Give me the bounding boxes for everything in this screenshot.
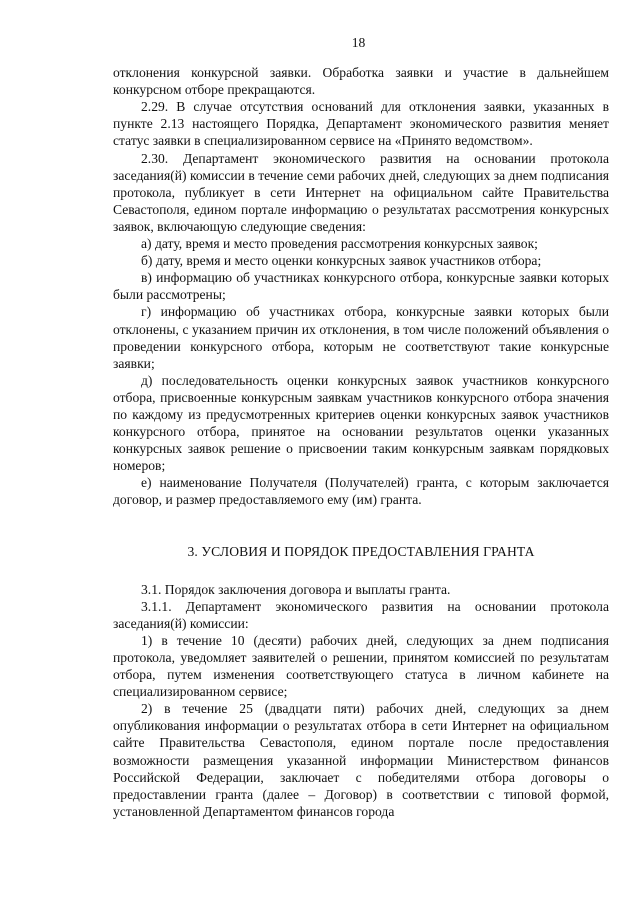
paragraph-3-1-1: 3.1.1. Департамент экономического развития на основании протокола заседания(й) комиссии:: [113, 598, 609, 631]
paragraph-2-29: 2.29. В случае отсутствия оснований для отклонения заявки, указанных в пункте 2.13 настоящего Порядка, Департамент экономического развития меняет статус заявки в специализированном сервисе на «Принято ведомством».: [113, 99, 609, 149]
list-item-b: б) дату, время и место оценки конкурсных заявок участников отбора;: [141, 253, 542, 269]
list-item-1: 1) в течение 10 (десяти) рабочих дней, следующих за днем подписания протокола, уведомляет заявителей о решении, принятом комиссией по результатам отбора, путем изменения соответствующего статуса в личном кабинете на специализированном сервисе;: [113, 632, 609, 700]
paragraph-3-1: 3.1. Порядок заключения договора и выплаты гранта.: [141, 581, 451, 597]
list-item-e: е) наименование Получателя (Получателей) гранта, с которым заключается договор, и размер предоставляемого ему (им) гранта.: [113, 475, 609, 508]
list-item-2: 2) в течение 25 (двадцати пяти) рабочих дней, следующих за днем опубликования информации о результатах отбора в сети Интернет на официальном сайте Правительства Севастополя, едином портале после предоставления возможности размещения указанной информации Министерством финансов Российской Федерации, заключает с победителями отбора договоры о предоставлении гранта (далее – Договор) в соответствии с типовой формой, установленной Департаментом финансов города: [113, 701, 609, 819]
list-item-v: в) информацию об участниках конкурсного отбора, конкурсные заявки которых были рассмотрены;: [113, 270, 609, 303]
section-heading: 3. УСЛОВИЯ И ПОРЯДОК ПРЕДОСТАВЛЕНИЯ ГРАНТА: [187, 543, 535, 559]
paragraph: отклонения конкурсной заявки. Обработка заявки и участие в дальнейшем конкурсном отборе прекращаются.: [113, 65, 609, 98]
list-item-a: а) дату, время и место проведения рассмотрения конкурсных заявок;: [141, 236, 538, 252]
paragraph-2-30: 2.30. Департамент экономического развития на основании протокола заседания(й) комиссии в течение семи рабочих дней, следующих за днем подписания протокола, публикует в сети Интернет на официальном сайте Правительства Севастополя, едином портале информацию о результатах рассмотрения конкурсных заявок, включающую следующие сведения:: [113, 150, 609, 234]
list-item-d: д) последовательность оценки конкурсных заявок участников конкурсного отбора, присвоенные конкурсным заявкам участников конкурсного отбора значения по каждому из предусмотренных критериев оценки конкурсных заявок участников конкурсного отбора, принятое на основании результатов оценки указанных конкурсных заявок решение о присвоении таким конкурсным заявкам порядковых номеров;: [113, 372, 609, 474]
page-number: 18: [351, 35, 366, 50]
list-item-g: г) информацию об участниках отбора, конкурсные заявки которых были отклонены, с указанием причин их отклонения, в том числе положений объявления о проведении конкурсного отбора, которым не соответствуют такие конкурсные заявки;: [113, 304, 609, 371]
